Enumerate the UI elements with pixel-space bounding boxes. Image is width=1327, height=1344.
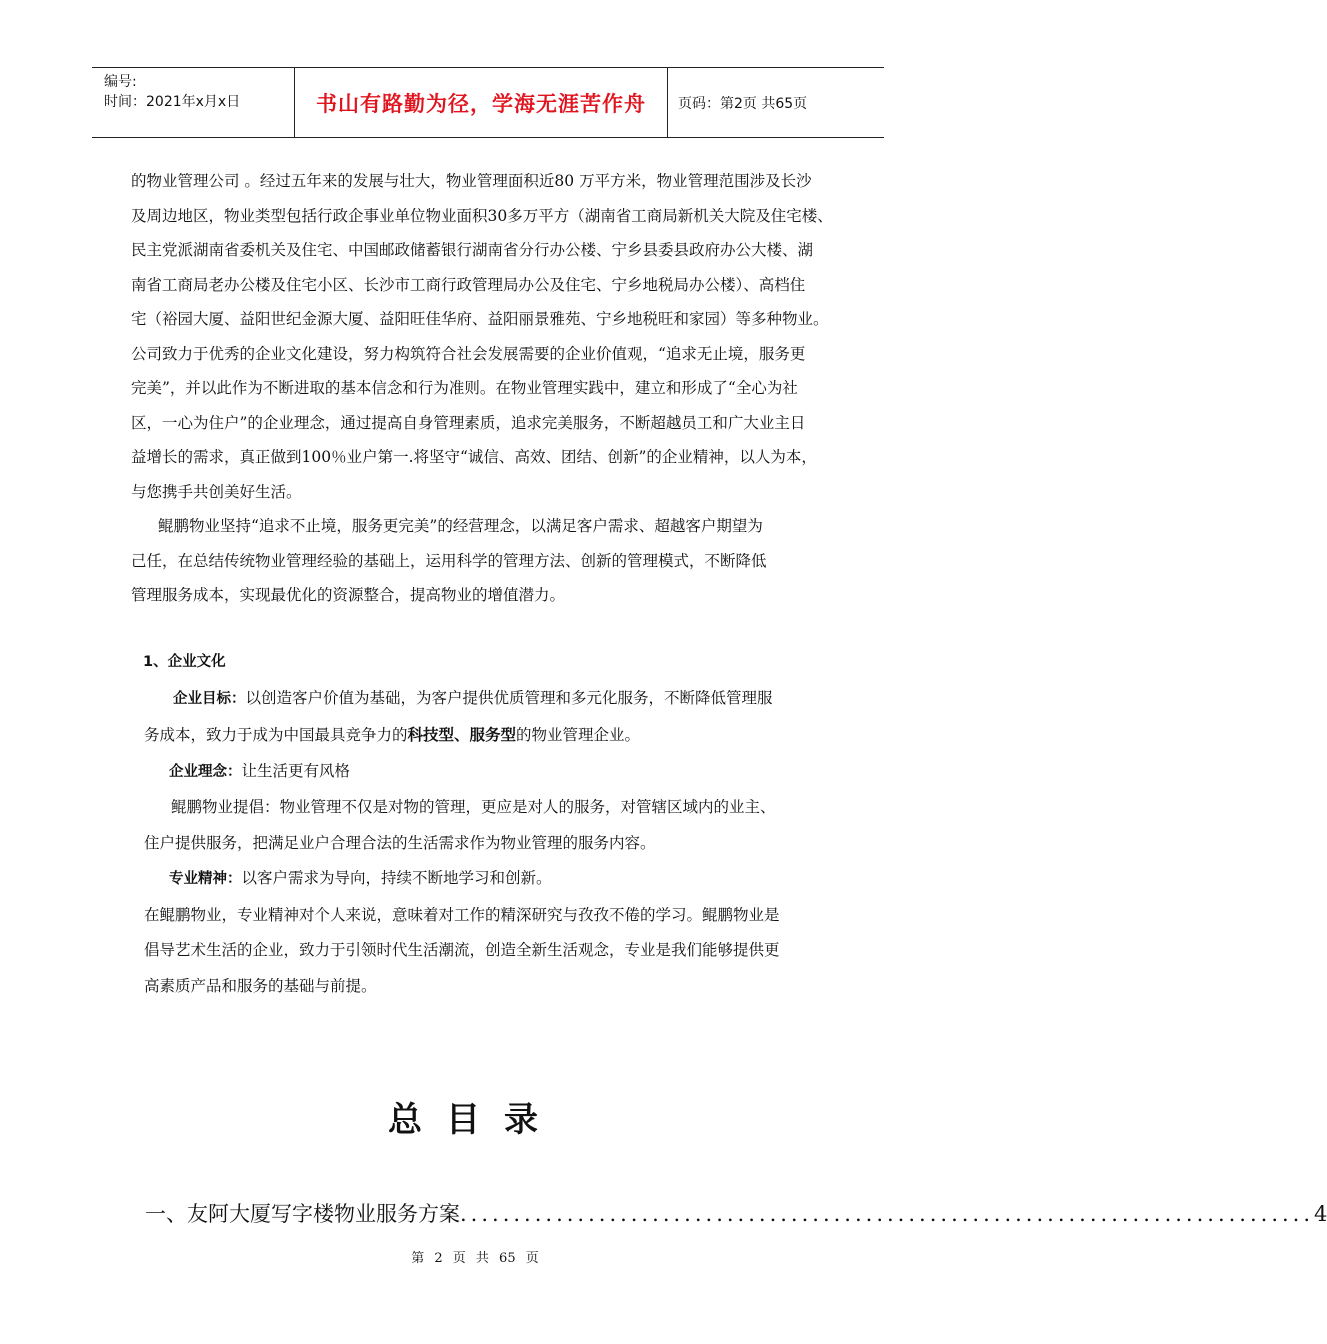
philosophy-line: 己任，在总结传统物业管理经验的基础上，运用科学的管理方法、创新的管理模式，不断降低: [131, 551, 767, 570]
spirit-line: 倡导艺术生活的企业，致力于引领时代生活潮流，创造全新生活观念，专业是我们能够提供更: [144, 941, 780, 959]
intro-line: 宅（裕园大厦、益阳世纪金源大厦、益阳旺佳华府、益阳丽景雅苑、宁乡地税旺和家园）等多种物业。: [131, 310, 829, 328]
spirit-line: 高素质产品和服务的基础与前提。: [144, 976, 377, 995]
culture-heading: 1、企业文化: [143, 654, 226, 670]
toc-entry-page: 4: [1314, 1202, 1327, 1226]
header-meta: [92, 68, 295, 137]
intro-line: 及周边地区，物业类型包括行政企事业单位物业面积30多万平方（湖南省工商局新机关大院及住宅楼、: [131, 206, 833, 225]
philosophy-line: 管理服务成本，实现最优化的资源整合，提高物业的增值潜力。: [131, 586, 566, 604]
header-motto-cell: [295, 68, 668, 137]
spirit-line: 在鲲鹏物业，专业精神对个人来说，意味着对工作的精深研究与孜孜不倦的学习。鲲鹏物业是: [144, 905, 780, 924]
intro-line: 公司致力于优秀的企业文化建设，努力构筑符合社会发展需要的企业价值观，“追求无止境，服务更: [131, 344, 806, 363]
toc-entry[interactable]: [145, 1198, 1327, 1228]
number-label: 编号:: [104, 74, 137, 90]
concept-text: 让生活更有风格: [241, 761, 351, 780]
goal-text-2a: 务成本，致力于成为中国最具竞争力的: [144, 726, 408, 744]
toc-entry-title: 一、友阿大厦写字楼物业服务方案: [145, 1202, 460, 1226]
intro-line: 完美”，并以此作为不断进取的基本信念和行为准则。在物业管理实践中，建立和形成了“全心为社: [131, 379, 798, 397]
header-page-label: 页码：第2页 共65页: [678, 95, 808, 112]
goal-bold: 科技型、服务型: [407, 725, 517, 744]
advocate-line: 住户提供服务，把满足业户合理合法的生活需求作为物业管理的服务内容。: [144, 833, 656, 852]
page-footer: 第 2 页 共 65 页: [411, 1251, 539, 1266]
culture-section: [131, 645, 851, 1004]
intro-line: 区，一心为住户”的企业理念，通过提高自身管理素质，追求完美服务，不断超越员工和广大业主日: [131, 413, 806, 432]
page-header: [92, 67, 884, 138]
goal-text: 以创造客户价值为基础，为客户提供优质管理和多元化服务，不断降低管理服: [245, 688, 773, 707]
header-motto: 书山有路勤为径，学海无涯苦作舟: [316, 90, 646, 116]
intro-line: 与您携手共创美好生活。: [131, 482, 302, 501]
toc-title: 总目录: [388, 1100, 562, 1140]
philosophy-line: 鲲鹏物业坚持“追求不止境，服务更完美”的经营理念，以满足客户需求、超越客户期望为: [158, 517, 763, 535]
time-label: 时间：2021年x月x日: [104, 94, 241, 110]
intro-line: 的物业管理公司 。经过五年来的发展与壮大，物业管理面积近80 万平方米，物业管理范围涉及长沙: [131, 172, 812, 190]
intro-line: 南省工商局老办公楼及住宅小区、长沙市工商行政管理局办公及住宅、宁乡地税局办公楼）、高档住: [131, 275, 806, 294]
spirit-label: 专业精神：: [169, 871, 242, 887]
goal-text-2b: 的物业管理企业。: [516, 726, 641, 744]
goal-label: 企业目标：: [173, 690, 246, 707]
intro-line: 益增长的需求，真正做到100％业户第一.将坚守“诚信、高效、团结、创新”的企业精神，以人为本，: [131, 448, 817, 466]
intro-line: 民主党派湖南省委机关及住宅、中国邮政储蓄银行湖南省分行办公楼、宁乡县委县政府办公大楼、湖: [131, 241, 814, 259]
concept-label: 企业理念：: [169, 763, 242, 780]
toc-leader-dots: ................................................................................: [460, 1202, 1315, 1226]
advocate-line: 鲲鹏物业提倡：物业管理不仅是对物的管理，更应是对人的服务，对管辖区域内的业主、: [171, 798, 776, 816]
intro-section: [131, 164, 891, 613]
header-page-cell: [668, 68, 884, 137]
spirit-text: 以客户需求为导向，持续不断地学习和创新。: [241, 869, 552, 887]
